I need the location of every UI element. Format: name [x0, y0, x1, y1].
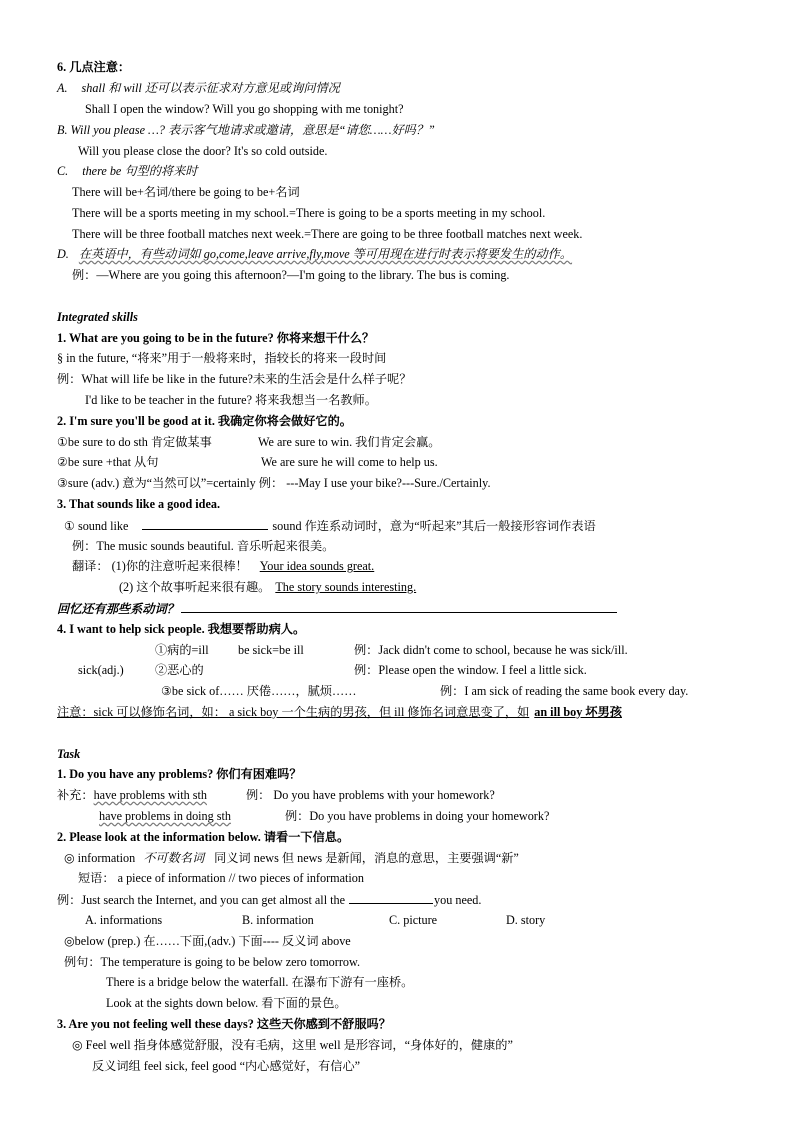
int-q1: 1. What are you going to be in the future? 你将来想干什么？ — [57, 331, 375, 345]
int-q4-note-text: 注意：sick 可以修饰名词，如： a sick boy 一个生病的男孩，但 ill 修饰名词意思变了，如 — [57, 705, 530, 719]
int-q3-translate2-b: The story sounds interesting. — [275, 580, 417, 594]
note-b-text: Will you please …? 表示客气地请求或邀请，意思是“请您……好吗？” — [70, 123, 435, 137]
task-q3-row1: ◎ Feel well 指身体感觉舒服，没有毛病，这里 well 是形容词，“身体好的，健康的” — [72, 1038, 513, 1052]
note-b — [57, 122, 435, 138]
note-c-text: there be 句型的将来时 — [82, 164, 198, 178]
note-a-label: A. — [57, 81, 68, 95]
task-q2-info — [64, 850, 519, 866]
note-c-line2: There will be a sports meeting in my school.=There is going to be a sports meeting in my school. — [72, 206, 546, 220]
int-q2-row1-right: We are sure to win. 我们肯定会赢。 — [258, 435, 441, 449]
int-q4-row3-a: ③be sick of…… 厌倦……，腻烦…… — [161, 684, 357, 698]
note-a-text: shall 和 will 还可以表示征求对方意见或询问情况 — [81, 81, 340, 95]
int-q3-recall — [57, 600, 617, 617]
note-d-text: 在英语中，有些动词如 go,come,leave arrive,fly,move 等可用现在进行时表示将要发生的动作。 — [78, 247, 573, 261]
fill-blank[interactable] — [349, 891, 433, 904]
fill-blank[interactable] — [181, 600, 617, 613]
int-q2-row3: ③sure (adv.) 意为“当然可以”=certainly 例： ---May I use your bike?---Sure./Certainly. — [57, 476, 491, 490]
int-q4-row2-a: sick(adj.) — [78, 663, 124, 677]
int-q2-row1-left: ①be sure to do sth 肯定做某事 — [57, 435, 212, 449]
task-q1-sup2-example: 例：Do you have problems in doing your homework? — [285, 809, 550, 823]
int-q4-row2-c: 例：Please open the window. I feel a little sick. — [354, 663, 587, 677]
task-q3-row2: 反义词组 feel sick, feel good “内心感觉好，有信心” — [92, 1059, 361, 1073]
note-d-example: 例：—Where are you going this afternoon?—I'm going to the library. The bus is coming. — [72, 268, 510, 282]
int-q3-translate1-a: 翻译： (1)你的注意听起来很棒！ — [72, 559, 248, 573]
int-q3-translate2-a: (2) 这个故事听起来很有趣。 — [119, 580, 271, 594]
task-q2-below-ex3: Look at the sights down below. 看下面的景色。 — [106, 996, 347, 1010]
task-q3: 3. Are you not feeling well these days? 这些天你感到不舒服吗？ — [57, 1017, 391, 1031]
int-q3-translate1-b: Your idea sounds great. — [259, 559, 375, 573]
task-q2-below-ex1: 例句：The temperature is going to be below zero tomorrow. — [64, 955, 361, 969]
note-c-line1: There will be+名词/there be going to be+名词 — [72, 185, 300, 199]
task-q2: 2. Please look at the information below. 请看一下信息。 — [57, 830, 350, 844]
int-q3-translate2 — [119, 579, 416, 595]
task-q2-example-b: you need. — [434, 893, 482, 907]
int-q3-recall-text: 回忆还有那些系动词？ — [57, 602, 179, 616]
task-q2-example-a: 例：Just search the Internet, and you can get almost all the — [57, 893, 346, 907]
task-q2-below: ◎below (prep.) 在……下面,(adv.) 下面---- 反义词 above — [64, 934, 351, 948]
int-q1-example1: 例：What will life be like in the future?未来的生活会是什么样子呢？ — [57, 372, 412, 386]
int-q4-row1-b: be sick=be ill — [238, 643, 304, 657]
int-q4-note-ill-boy: an ill boy 坏男孩 — [534, 705, 622, 719]
task-q2-info-b: 不可数名词 — [143, 851, 205, 865]
int-q3-row1-b: sound 作连系动词时，意为“听起来”其后一般接形容词作表语 — [272, 519, 596, 533]
task-q2-option-d: D. story — [506, 913, 546, 927]
note-a — [57, 80, 340, 96]
fill-blank[interactable] — [142, 517, 268, 530]
task-q1-supplement — [57, 787, 207, 803]
int-q2: 2. I'm sure you'll be good at it. 我确定你将会做好它的。 — [57, 414, 352, 428]
task-q1-sup-phrase: have problems with sth — [93, 788, 207, 802]
note-a-example: Shall I open the window? Will you go shopping with me tonight? — [85, 102, 404, 116]
int-q3-example: 例：The music sounds beautiful. 音乐听起来很美。 — [72, 539, 335, 553]
task-q2-example — [57, 891, 481, 908]
int-q4-note — [57, 704, 622, 720]
note-d-label: D. — [57, 247, 69, 261]
int-q3-row1 — [64, 517, 596, 534]
task-q1: 1. Do you have any problems? 你们有困难吗？ — [57, 767, 302, 781]
int-q4-row2-b: ②恶心的 — [155, 663, 204, 677]
task-q1-sup-example: 例： Do you have problems with your homework? — [246, 788, 495, 802]
note-b-example: Will you please close the door? It's so cold outside. — [78, 144, 328, 158]
int-q3: 3. That sounds like a good idea. — [57, 497, 221, 511]
note-d — [57, 246, 572, 262]
task-q2-option-a: A. informations — [85, 913, 163, 927]
note-c-line3: There will be three football matches next week.=There are going to be three football matches next week. — [72, 227, 583, 241]
int-q4: 4. I want to help sick people. 我想要帮助病人。 — [57, 622, 306, 636]
note-b-label: B. — [57, 123, 68, 137]
int-q1-example2: I'd like to be teacher in the future? 将来我想当一名教师。 — [85, 393, 377, 407]
int-q4-row1-c: 例：Jack didn't come to school, because he was sick/ill. — [354, 643, 628, 657]
note-c-label: C. — [57, 164, 69, 178]
section-6-heading: 6. 几点注意： — [57, 60, 131, 74]
task-q1-sup-label: 补充： — [57, 788, 94, 802]
int-q2-row2-right: We are sure he will come to help us. — [261, 455, 438, 469]
int-q4-row1-a: ①病的=ill — [155, 643, 209, 657]
integrated-skills-title: Integrated skills — [57, 310, 138, 324]
int-q4-row3-b: 例：I am sick of reading the same book every day. — [440, 684, 689, 698]
int-q3-translate1 — [72, 558, 374, 574]
task-q2-below-ex2: There is a bridge below the waterfall. 在瀑布下游有一座桥。 — [106, 975, 414, 989]
int-q3-row1-a: ① sound like — [64, 519, 129, 533]
task-q2-info-c: 同义词 news 但 news 是新闻，消息的意思，主要强调“新” — [214, 851, 519, 865]
int-q1-note: § in the future, “将来”用于一般将来时，指较长的将来一段时间 — [57, 351, 387, 365]
task-title: Task — [57, 747, 81, 761]
task-q2-option-b: B. information — [242, 913, 314, 927]
task-q2-info-a: ◎ information — [64, 851, 136, 865]
task-q2-phrase: 短语： a piece of information // two pieces of information — [78, 871, 364, 885]
note-c — [57, 163, 198, 179]
task-q1-sup2-phrase: have problems in doing sth — [99, 809, 232, 823]
task-q2-option-c: C. picture — [389, 913, 438, 927]
int-q2-row2-left: ②be sure +that 从句 — [57, 455, 159, 469]
